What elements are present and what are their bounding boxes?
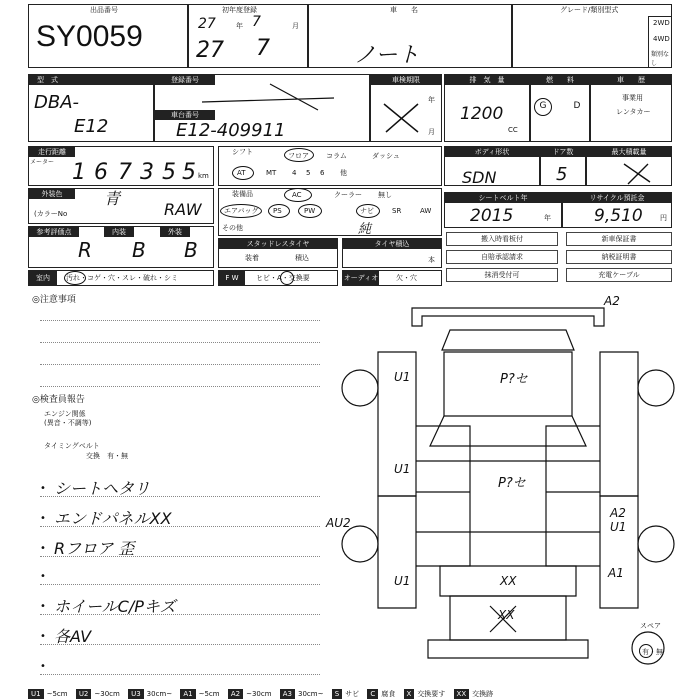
legend-code-u1: U1	[28, 689, 44, 699]
fw-a-circle	[280, 271, 294, 285]
equip-opt-ps: PS	[273, 207, 282, 215]
lot-label: 出品番号	[90, 6, 118, 14]
inspector-line-6	[40, 644, 320, 645]
tire-label: タイヤ積込	[343, 239, 441, 249]
disp-unit: CC	[508, 126, 518, 134]
bullet-5: •	[40, 601, 46, 612]
fuel-d: D	[573, 101, 581, 111]
cap-label: 最大積載量	[587, 147, 671, 157]
diagram-mark-xx-rear: XX	[498, 608, 515, 622]
fuel-g: G	[539, 101, 547, 111]
lot-number: SY0059	[36, 20, 143, 53]
legend-text-xx: 交換跡	[472, 690, 494, 698]
exterior-value: B	[184, 238, 198, 262]
inspector-line-5	[40, 614, 320, 615]
shift-opt-column: コラム	[326, 152, 347, 160]
chassis-label: 車台番号	[155, 110, 215, 120]
use-label: 車 歴	[591, 75, 671, 85]
year-m1: 7	[252, 14, 261, 30]
mileage-digit-2: 6	[94, 160, 108, 185]
shift-label: シフト	[232, 148, 253, 156]
bullet-6: •	[40, 631, 46, 642]
bullet-2: •	[40, 513, 46, 524]
audio-opts: 欠・穴	[396, 274, 417, 282]
shift-opt-floor: フロア	[288, 152, 309, 160]
year-h1: 27	[198, 16, 216, 32]
reg-strike-mark	[200, 80, 340, 112]
timing-label: タイミングベルト	[44, 442, 100, 450]
interior-label: 内装	[104, 227, 134, 237]
recycle-label: リサイクル預託金	[563, 193, 671, 203]
spare-label: スペア	[640, 622, 661, 630]
year-m2: 7	[256, 36, 270, 61]
interior-check-label: 室内	[29, 271, 57, 285]
studless-label: スタッドレスタイヤ	[219, 239, 337, 249]
notes-line-2	[40, 342, 320, 343]
fw-opts: ヒビ・A・交換要	[256, 274, 310, 282]
legend-code-a2: A2	[228, 689, 243, 699]
shift-opt-other: 他	[340, 169, 347, 177]
exterior-label: 外装	[160, 227, 190, 237]
studless-2: 積込	[295, 254, 309, 262]
diagram-mark-u1-left-mid: U1	[394, 462, 411, 476]
diagram-mark-au2-left: AU2	[326, 516, 351, 530]
inspector-line-3	[40, 556, 320, 557]
other-label: その他	[222, 224, 243, 232]
equip-opt-airbag: エアバッグ	[224, 207, 259, 215]
legend-text-s: サビ	[345, 690, 360, 698]
body-label: ボディ形状	[445, 147, 539, 157]
interior-dirty-circle	[64, 271, 86, 285]
insp-year: 年	[428, 96, 435, 104]
btn-new-warranty: 新車保証書	[566, 232, 672, 246]
equip-opt-aw: AW	[420, 207, 432, 215]
diagram-mark-xx-mid: XX	[500, 574, 517, 588]
shift-opt-6: 6	[320, 169, 325, 177]
inspector-item-3: Rフロア 歪	[54, 539, 135, 558]
meter-label: メーター	[30, 159, 55, 166]
equip-label: 装備品	[232, 190, 253, 198]
belt-value: 2015	[470, 206, 514, 226]
diagram-mark-roof: P?セ	[500, 372, 528, 387]
legend-code-u2: U2	[76, 689, 92, 699]
btn-entry-sign: 搬入時看板付	[446, 232, 558, 246]
score-value: R	[78, 238, 92, 262]
year-unit-1: 年	[236, 22, 243, 30]
opt-4wd: 4WD	[653, 35, 670, 43]
grade-label: グレード/類別型式	[560, 6, 619, 14]
bullet-7: •	[40, 661, 46, 672]
door-value: 5	[556, 164, 568, 185]
notes-line-1	[40, 320, 320, 321]
car-name: ノート	[354, 43, 420, 68]
month-unit-1: 月	[292, 22, 299, 30]
timing-opts: 交換 有・無	[86, 452, 128, 460]
other-value: 純	[358, 222, 372, 237]
diagram-mark-a1-right: A1	[608, 566, 624, 580]
mileage-label: 走行距離	[29, 147, 75, 157]
shift-opt-dash: ダッシュ	[372, 152, 400, 160]
mileage-digit-4: 3	[140, 160, 154, 185]
legend-bar	[28, 688, 672, 700]
diagram-mark-u1-left-top: U1	[394, 370, 411, 384]
legend-text-c: 腐食	[381, 690, 396, 698]
legend-text-u3: 30cm~	[146, 690, 173, 698]
shift-opt-at: AT	[237, 169, 246, 177]
diagram-mark-a2-top: A2	[604, 294, 620, 308]
audio-label: オーディオ	[343, 271, 379, 285]
legend-text-a3: 30cm~	[298, 690, 324, 698]
equip-opt-ac: AC	[292, 191, 302, 199]
interior-check-opts: 汚れ・コゲ・穴・スレ・破れ・シミ	[66, 274, 178, 282]
equip-opt-cooler: クーラー	[334, 191, 362, 199]
color-value: 青	[104, 189, 121, 208]
reg-label: 登録番号	[155, 75, 215, 85]
shift-floor-circle	[284, 148, 314, 162]
inspector-item-6: 各AV	[54, 627, 92, 646]
bullet-1: •	[40, 483, 46, 494]
equip-opt-none: 無し	[378, 191, 392, 199]
fw-label: F W	[219, 271, 245, 285]
use-1: 事業用	[622, 94, 643, 102]
legend-text-x: 交換要す	[417, 690, 446, 698]
fuel-label: 燃 料	[531, 75, 589, 85]
inspector-item-1: シートヘタリ	[54, 479, 151, 498]
year-label: 初年度登録	[222, 6, 257, 14]
notes-line-3	[40, 364, 320, 365]
inspector-line-7	[40, 674, 320, 675]
recycle-value: 9,510	[594, 206, 643, 226]
color-label: 外装色	[29, 189, 75, 199]
inspector-item-5: ホイールC/Pキズ	[54, 597, 176, 616]
opt-class: 類別なし	[651, 51, 670, 67]
belt-unit: 年	[544, 214, 551, 222]
btn-insurance: 自賠承認請求	[446, 250, 558, 264]
equip-opt-navi: ナビ	[360, 207, 374, 215]
studless-1: 装着	[245, 254, 259, 262]
diagram-mark-u1-left-low: U1	[394, 574, 411, 588]
legend-text-a2: ~30cm	[246, 690, 272, 698]
legend-text-u1: ~5cm	[46, 690, 68, 698]
chassis-value: E12-409911	[176, 120, 286, 141]
notes-title: ◎注意事項	[32, 295, 76, 305]
inspector-line-2	[40, 526, 320, 527]
btn-cancel: 抹消受付可	[446, 268, 558, 282]
car-label: 車 名	[390, 6, 418, 14]
shift-opt-4: 4	[292, 169, 297, 177]
insp-month: 月	[428, 128, 435, 136]
spare-opts: 有・無	[642, 648, 663, 656]
km-label: km	[198, 172, 209, 180]
color-no-label: (カラーNo	[34, 210, 68, 218]
body-value: SDN	[462, 168, 497, 187]
door-label: ドア数	[541, 147, 585, 157]
legend-text-a1: ~5cm	[198, 690, 220, 698]
engine-label: エンジン関係 (異音・不調等)	[44, 410, 92, 427]
cap-cross-mark	[620, 160, 654, 186]
notes-line-4	[40, 386, 320, 387]
inspector-item-2: エンドパネルXX	[54, 509, 172, 528]
recycle-unit: 円	[660, 214, 667, 222]
disp-label: 排 気 量	[445, 75, 529, 85]
model-value-2: E12	[74, 116, 109, 137]
year-h2: 27	[196, 38, 224, 63]
inspector-line-1	[40, 496, 320, 497]
legend-text-u2: ~30cm	[94, 690, 120, 698]
model-value-1: DBA-	[34, 92, 80, 113]
legend-code-xx: XX	[454, 689, 470, 699]
diagram-mark-a2u1-right: A2 U1	[610, 506, 627, 534]
insp-label: 車検期限	[371, 75, 441, 85]
disp-value: 1200	[460, 104, 504, 124]
model-label: 型 式	[29, 75, 153, 85]
legend-code-s: S	[332, 689, 342, 699]
legend-code-a3: A3	[280, 689, 295, 699]
shift-opt-5: 5	[306, 169, 311, 177]
mileage-digit-3: 7	[118, 160, 132, 185]
use-2: レンタカー	[616, 108, 651, 116]
legend-code-c: C	[367, 689, 378, 699]
inspector-line-4	[40, 584, 320, 585]
equip-opt-pw: PW	[304, 207, 316, 215]
mileage-digit-5: 5	[162, 160, 176, 185]
mileage-digit-6: 5	[182, 160, 196, 185]
mileage-digit-1: 1	[72, 160, 86, 185]
color-code: RAW	[164, 200, 202, 219]
inspector-title: ◎検査員報告	[32, 395, 85, 405]
spare-yes-circle	[639, 644, 653, 658]
belt-label: シートベルト年	[445, 193, 561, 203]
bullet-3: •	[40, 543, 46, 554]
diagram-mark-center: P?セ	[498, 476, 526, 491]
equip-opt-sr: SR	[392, 207, 402, 215]
btn-tax-cert: 納税証明書	[566, 250, 672, 264]
btn-charge-cable: 充電ケーブル	[566, 268, 672, 282]
bullet-4: •	[40, 571, 46, 582]
opt-2wd: 2WD	[653, 19, 670, 27]
legend-code-x: X	[404, 689, 415, 699]
tire-unit: 本	[428, 256, 435, 264]
score-label: 参考評価点	[29, 227, 79, 237]
shift-opt-mt: MT	[266, 169, 277, 177]
insp-cross-mark	[380, 100, 424, 136]
legend-code-u3: U3	[128, 689, 144, 699]
legend-code-a1: A1	[180, 689, 195, 699]
car-diagram	[340, 296, 680, 686]
interior-value: B	[132, 238, 146, 262]
